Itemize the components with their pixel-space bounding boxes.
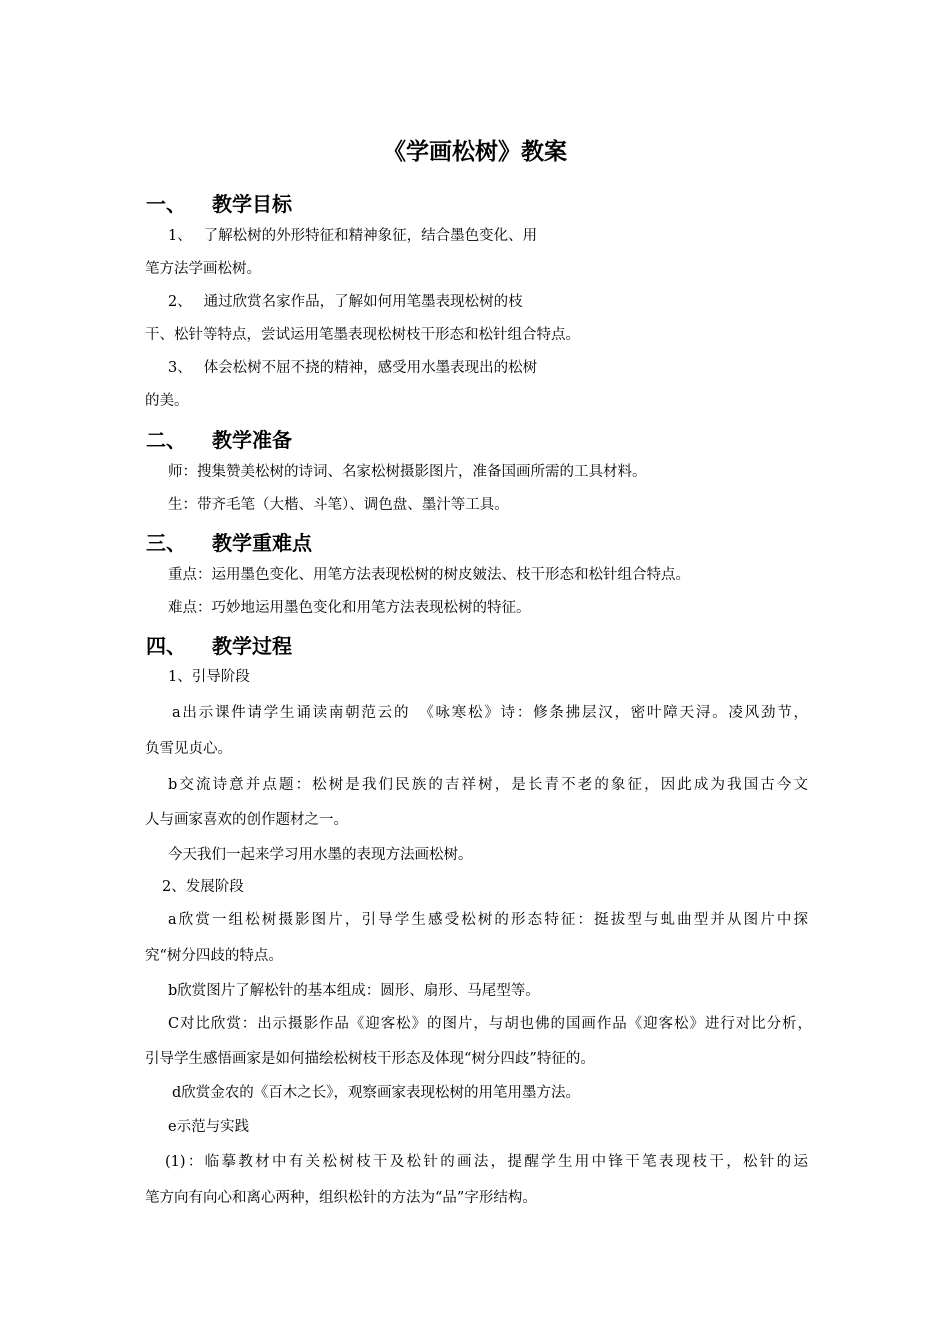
paragraph-line: 负雪见贞心。 xyxy=(145,741,232,757)
paragraph-line: d欣赏金农的《百木之长》，观察画家表现松树的用笔用墨方法。 xyxy=(172,1085,581,1101)
section-number: 三、 xyxy=(146,531,186,555)
paragraph-line: 1、 了解松树的外形特征和精神象征，结合墨色变化、用 xyxy=(168,228,538,244)
paragraph-line: 重点：运用墨色变化、用笔方法表现松树的树皮皴法、枝干形态和松针组合特点。 xyxy=(168,567,690,583)
paragraph-line: 干、松针等特点，尝试运用笔墨表现松树枝干形态和松针组合特点。 xyxy=(145,327,580,343)
paragraph-line: a欣赏一组松树摄影图片，引导学生感受松树的形态特征：挺拔型与虬曲型并从图片中探 xyxy=(168,912,808,928)
section-title: 教学目标 xyxy=(212,192,292,216)
section-number: 四、 xyxy=(146,634,186,658)
section-heading-goals xyxy=(146,188,292,217)
section-heading-process xyxy=(146,630,292,659)
paragraph-line: a出示课件请学生诵读南朝范云的 《咏寒松》诗：修条拂层汉，密叶障天浔。凌风劲节， xyxy=(172,705,808,721)
section-number: 一、 xyxy=(146,192,186,216)
paragraph-line: b欣赏图片了解松针的基本组成：圆形、扇形、马尾型等。 xyxy=(168,983,540,999)
paragraph-line: 笔方法学画松树。 xyxy=(145,261,261,277)
paragraph-line: (1)：临摹教材中有关松树枝干及松针的画法，提醒学生用中锋干笔表现枝干，松针的运 xyxy=(165,1154,808,1170)
paragraph-line: 生：带齐毛笔（大楷、斗笔）、调色盘、墨汁等工具。 xyxy=(168,497,509,513)
section-title: 教学过程 xyxy=(212,634,292,658)
paragraph-line: 究“树分四歧的特点。 xyxy=(145,948,283,964)
document-title: 《学画松树》教案 xyxy=(383,139,567,165)
paragraph-line: 2、发展阶段 xyxy=(162,879,244,895)
paragraph-line: 师：搜集赞美松树的诗词、名家松树摄影图片，准备国画所需的工具材料。 xyxy=(168,464,647,480)
paragraph-line: 2、 通过欣赏名家作品，了解如何用笔墨表现松树的枝 xyxy=(168,294,523,310)
section-title: 教学重难点 xyxy=(212,531,312,555)
section-heading-preparation xyxy=(146,424,292,453)
paragraph-line: b交流诗意并点题：松树是我们民族的吉祥树，是长青不老的象征，因此成为我国古今文 xyxy=(168,777,808,793)
paragraph-line: 3、 体会松树不屈不挠的精神，感受用水墨表现出的松树 xyxy=(168,360,538,376)
section-title: 教学准备 xyxy=(212,428,292,452)
paragraph-line: 今天我们一起来学习用水墨的表现方法画松树。 xyxy=(168,847,473,863)
paragraph-line: 难点：巧妙地运用墨色变化和用笔方法表现松树的特征。 xyxy=(168,600,531,616)
paragraph-line: 人与画家喜欢的创作题材之一。 xyxy=(145,812,348,828)
paragraph-line: e示范与实践 xyxy=(168,1119,250,1135)
paragraph-line: C对比欣赏：出示摄影作品《迎客松》的图片，与胡也佛的国画作品《迎客松》进行对比分析， xyxy=(168,1016,812,1032)
paragraph-line: 引导学生感悟画家是如何描绘松树枝干形态及体现“树分四歧”特征的。 xyxy=(145,1051,595,1067)
paragraph-line: 的美。 xyxy=(145,393,189,409)
paragraph-line: 1、引导阶段 xyxy=(168,669,250,685)
section-heading-key-points xyxy=(146,527,312,556)
section-number: 二、 xyxy=(146,428,186,452)
paragraph-line: 笔方向有向心和离心两种，组织松针的方法为“品”字形结构。 xyxy=(145,1190,537,1206)
